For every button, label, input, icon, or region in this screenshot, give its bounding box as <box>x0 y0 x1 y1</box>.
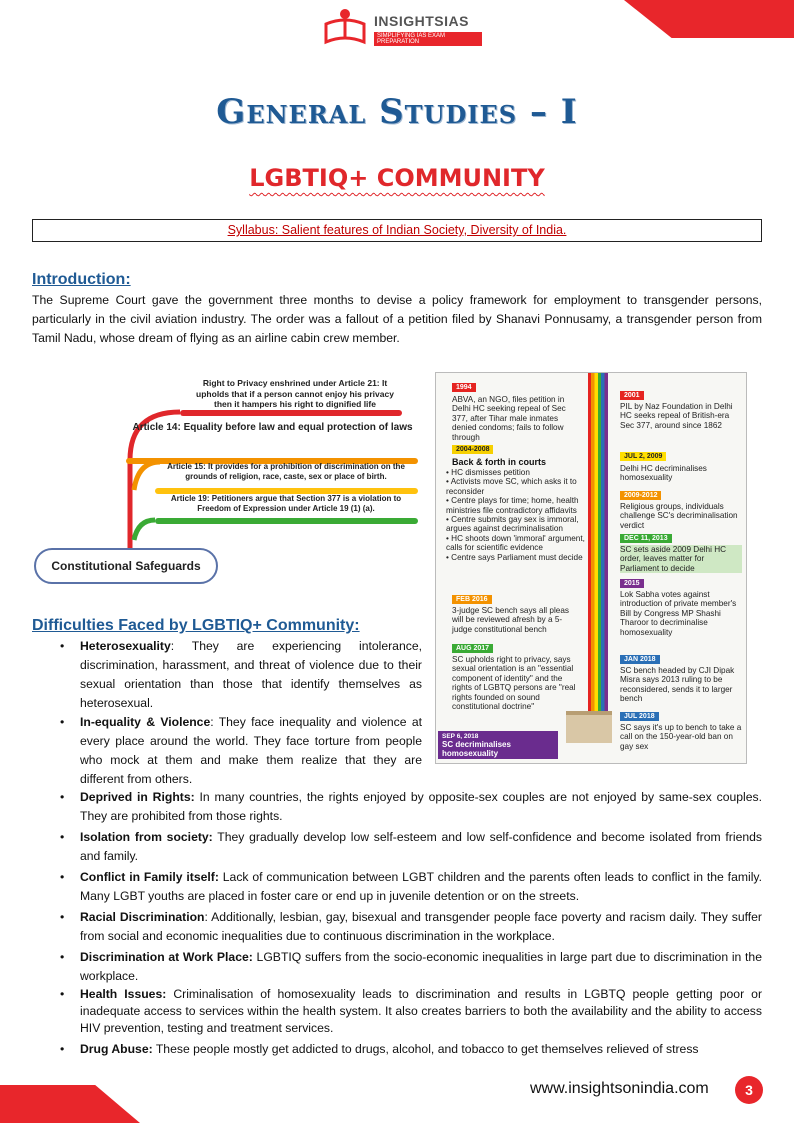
safeguards-label: Constitutional Safeguards <box>34 548 218 584</box>
page-number: 3 <box>735 1076 763 1104</box>
timeline-date: DEC 11, 2013 <box>620 534 672 543</box>
section-377-timeline <box>435 372 747 764</box>
difficulty-item: • Drug Abuse: These people mostly get addicted to drugs, alcohol, and tobacco to get themselves relieved of stress <box>80 1040 762 1059</box>
bullet-icon: • <box>60 715 65 729</box>
safeguard-article-15: Article 15: It provides for a prohibition of discrimination on the grounds of religion, race, caste, sex or place of birth. <box>167 462 405 481</box>
back-forth-list <box>446 468 586 562</box>
difficulty-item: • Heterosexuality: They are experiencing intolerance, discrimination, harassment, and threat of violence due to their sexual orientation than those that identify themselves as heterosexual. <box>60 639 422 710</box>
timeline-date: FEB 2016 <box>452 595 492 604</box>
intro-text: The Supreme Court gave the government three months to devise a policy framework for employment to transgender persons, particularly in the civil aviation industry. The order was a fallout of a petition filed by Shanavi Ponnusamy, a transgender person from Tamil Nadu, whose dream of flying as an airline cabin crew member. <box>32 293 762 345</box>
bullet-icon: • <box>60 870 65 884</box>
timeline-text: SC upholds right to privacy, says sexual orientation is an "essential component of identity" and the rights of LGBTQ persons are "real rights founded on sound constitutional doctrine" <box>452 655 576 712</box>
difficulties-heading: Difficulties Faced by LGBTIQ+ Community: <box>32 617 360 634</box>
timeline-date: JAN 2018 <box>620 655 660 664</box>
logo-tagline: SIMPLIFYING IAS EXAM PREPARATION <box>374 32 482 46</box>
safeguard-line-1 <box>180 410 402 416</box>
difficulty-item: • Health Issues: Criminalisation of homosexuality leads to discrimination and results in LGBTQ people getting poor or inadequate access to services within the health system. It also creates barriers to both the availability and the ability to access HIV prevention, testing and treatment services. <box>60 987 762 1035</box>
timeline-text: ABVA, an NGO, files petition in Delhi HC seeking repeal of Sec 377, after Tihar male inmates denied condoms; fails to follow through <box>452 395 566 442</box>
paper-title: General Studies – I <box>216 92 578 132</box>
timeline-text: SC says it's up to bench to take a call on the 150-year-old ban on gay sex <box>620 723 742 751</box>
bullet-icon: • <box>60 1042 65 1056</box>
safeguard-article-21: Right to Privacy enshrined under Article 21: It upholds that if a person cannot enjoy his privacy then it hampers his right to dignified life <box>196 378 394 409</box>
bullet-icon: • <box>60 910 65 924</box>
back-forth-item: • Centre submits gay sex is immoral, argues against decriminalisation <box>446 515 579 534</box>
final-text: SC decriminalises homosexuality <box>442 740 511 758</box>
timeline-text: SC bench headed by CJI Dipak Misra says 2013 ruling to be reconsidered, sends it to larger bench <box>620 666 735 704</box>
timeline-date: 2001 <box>620 391 644 400</box>
timeline-text: Religious groups, individuals challenge SC's decriminalisation verdict <box>620 502 738 530</box>
corner-decoration-top <box>624 0 794 38</box>
syllabus-box: Syllabus: Salient features of Indian Society, Diversity of India. <box>32 219 762 242</box>
timeline-date: 2015 <box>620 579 644 588</box>
final-verdict-box <box>438 731 558 759</box>
back-forth-item: • Centre plays for time; home, health ministries file contradictory affidavits <box>446 496 579 515</box>
timeline-date: AUG 2017 <box>452 644 493 653</box>
difficulty-item: • Racial Discrimination: Additionally, lesbian, gay, bisexual and transgender people face poverty and racism daily. They suffer from social and economic inequalities due to continuous discrimination in the workplace. <box>60 910 762 943</box>
difficulty-item: • Isolation from society: They gradually develop low self-esteem and low self-confidence and become isolated from friends and family. <box>60 830 762 863</box>
timeline-date: JUL 2, 2009 <box>620 452 666 461</box>
logo <box>322 8 482 48</box>
safeguard-article-19: Article 19: Petitioners argue that Section 377 is a violation to Freedom of Expression under Article 19 (1) (a). <box>170 494 402 513</box>
final-date: SEP 6, 2018 <box>442 733 479 740</box>
topic-title: LGBTIQ+ COMMUNITY <box>249 164 545 192</box>
supreme-court-illustration <box>566 711 612 743</box>
difficulty-item: • Discrimination at Work Place: LGBTIQ suffers from the socio-economic inequalities in large part due to discrimination in the workplace. <box>60 950 762 983</box>
timeline-text: 3-judge SC bench says all pleas will be reviewed afresh by a 5-judge constitutional bench <box>452 606 569 634</box>
timeline-date: JUL 2018 <box>620 712 659 721</box>
safeguards-diagram <box>30 370 422 582</box>
bullet-icon: • <box>60 790 65 804</box>
back-forth-heading: Back & forth in courts <box>452 457 547 467</box>
bullet-icon: • <box>60 950 65 964</box>
timeline-text: PIL by Naz Foundation in Delhi HC seeks repeal of British-era Sec 377, around since 1862 <box>620 402 733 430</box>
corner-decoration-bottom <box>0 1085 140 1123</box>
back-forth-item: • HC shoots down 'immoral' argument, calls for scientific evidence <box>446 533 585 553</box>
difficulty-item: • In-equality & Violence: They face inequality and violence at every place around the world. They face torture from people who mock at them and make them realize that they are different from others. <box>60 715 422 786</box>
bullet-icon: • <box>60 830 65 844</box>
timeline-date: 2004-2008 <box>452 445 493 454</box>
bullet-icon: • <box>60 987 65 1001</box>
timeline-text: SC sets aside 2009 Delhi HC order, leaves matter for Parliament to decide <box>620 545 742 573</box>
back-forth-item: • Activists move SC, which asks it to reconsider <box>446 477 577 496</box>
intro-heading: Introduction: <box>32 271 131 288</box>
logo-icon <box>322 8 368 46</box>
difficulty-item: • Conflict in Family itself: Lack of communication between LGBT children and the parents often leads to conflict in the family. Many LGBT youths are placed in foster care or end up in juvenile detention or on the streets. <box>60 870 762 903</box>
safeguard-article-14: Article 14: Equality before law and equal protection of laws <box>132 422 413 433</box>
bullet-icon: • <box>60 639 65 653</box>
timeline-date: 2009-2012 <box>620 491 661 500</box>
logo-name: INSIGHTSIAS <box>374 13 469 29</box>
back-forth-item: • HC dismisses petition <box>446 468 530 477</box>
safeguard-line-4 <box>155 518 418 524</box>
footer-url[interactable]: www.insightsonindia.com <box>530 1080 709 1097</box>
timeline-date: 1994 <box>452 383 476 392</box>
rainbow-bar <box>588 373 608 713</box>
timeline-text: Lok Sabha votes against introduction of private member's Bill by Congress MP Shashi Tharoor to decriminalise homosexuality <box>620 590 737 637</box>
difficulty-item: • Deprived in Rights: In many countries, the rights enjoyed by opposite-sex couples are not enjoyed by same-sex couples. They are prohibited from those rights. <box>60 790 763 823</box>
timeline-text: Delhi HC decriminalises homosexuality <box>620 464 707 483</box>
back-forth-item: • Centre says Parliament must decide <box>446 552 583 562</box>
